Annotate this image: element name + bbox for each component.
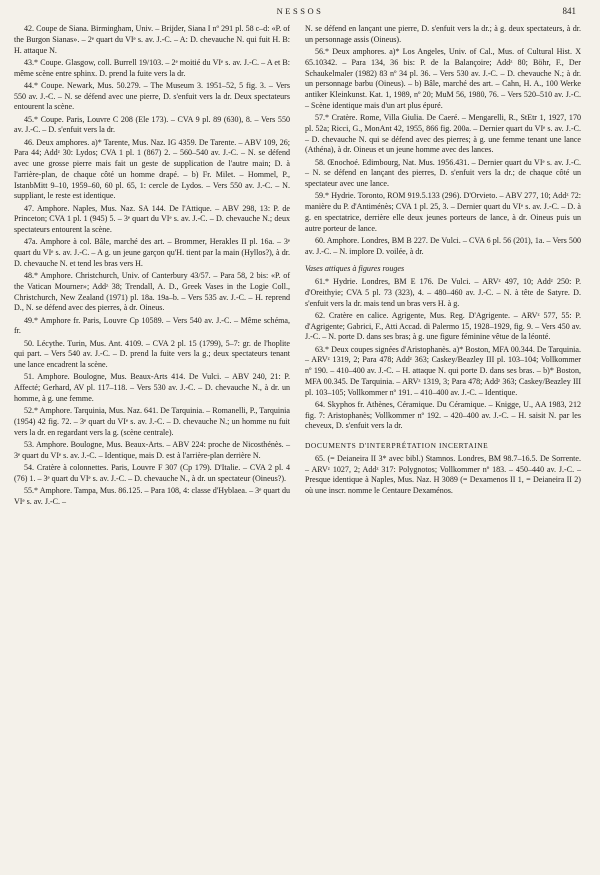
catalog-entry-56: 56.* Deux amphores. a)* Los Angeles, Univ. of Cal., Mus. of Cultural Hist. X 65.10342. – Para 134, 36 bis: P. de la Balançoire; Addᶻ 80; Böhr, F., Der Schaukelmaler (1982) 83 nº 34 pl. 36. – Vers 530 av. J.-C. – D. chevauche N.; à dr. un personnage barbu (Oineus). – b) Bâle, marché des art. – Cahn, H. A., 100 Werke antiker Kleinkunst. Kat. 1, 1989, nº 20; MuM 56, 1980, 76. – Vers 520–510 av. J.-C. – Scène identique mais d'un art plus épuré.: [305, 47, 581, 110]
catalog-entry-51: 51. Amphore. Boulogne, Mus. Beaux-Arts 414. De Vulci. – ABV 240, 21: P. Affecté; Gerhard, AV pl. 117–118. – Vers 530 av. J.-C. – D. chevauche N., à dr. un homme, à g. une femme.: [14, 372, 290, 403]
catalog-entry-44: 44.* Coupe. Newark, Mus. 50.279. – The Museum 3. 1951–52, 5 fig. 3. – Vers 550 av. J.-C. – N. se défend avec une pierre, D. s'enfuit vers la dr. Deux spectateurs entourent la scène.: [14, 80, 290, 112]
catalog-entry-46: 46. Deux amphores. a)* Tarente, Mus. Naz. IG 4359. De Tarente. – ABV 109, 26; Para 44; Addᶻ 30: Lydos; CVA 1 pl. 1 (867) 2. – 560–540 av. J.-C. – N. se défend avec une grosse pierre mais fait un geste de supplication de l'autre main; D. à l'arrière-plan, de chaque côté un homme drapé. – b) Fr. Milet. – Hommel, P., IstanbMitt 9–10, 1959–60, 60 pl. 65, 1: cercle de Lydos. – Vers 550 av. J.-C. – N. suppliant, le reste est identique.: [14, 137, 290, 201]
catalog-entry-54: 54. Cratère à colonnettes. Paris, Louvre F 307 (Cp 179). D'Italie. – CVA 2 pl. 4 (76) 1. – 3ᵉ quart du VIᵉ s. av. J.-C. – D. chevauche N., à dr. un spectateur (Oineus?).: [14, 462, 290, 483]
catalog-entry-55: 55.* Amphore. Tampa, Mus. 86.125. – Para 108, 4: classe d'Hyblaea. – 3ᵉ quart du VIᵉ s. av. J.-C. –: [14, 485, 290, 506]
running-head: NESSOS: [276, 6, 324, 16]
section-heading-red-figure: Vases attiques à figures rouges: [305, 264, 405, 274]
catalog-entry-49: 49.* Amphore fr. Paris, Louvre Cp 10589. – Vers 540 av. J.-C. – Même schéma, fr.: [14, 315, 290, 336]
catalog-entry-45: 45.* Coupe. Paris, Louvre C 208 (Ele 173). – CVA 9 pl. 89 (630), 8. – Vers 550 av. J.-C. – D. s'enfuit vers la dr.: [14, 114, 290, 135]
catalog-entry-63: 63.* Deux coupes signées d'Aristophanès. a)* Boston, MFA 00.344. De Tarquinia. – ARVᶻ 1319, 2; Para 478; Addᶻ 363; Caskey/Beazley III pl. 103–104; Vollkommer nº 190. – 410–400 av. J.-C. – H. attaque N. qui porte D. dans ses bras. – b)* Boston, MFA 00.345. De Tarquinia. – ARVᶻ 1319, 3; Para 478; Addᶻ 363; Caskey/Beazley III pl. 103–105; Vollkommer nº 191. – 410–400 av. J.-C. – Identique.: [305, 344, 581, 397]
catalog-entry-62: 62. Cratère en calice. Agrigente, Mus. Reg. D'Agrigente. – ARVᶻ 577, 55: P. d'Agrigente; Gabrici, F., Atti Accad. di Palermo 15, 1928–1929, fig. 9. – Vers 450 av. J.-C. – N. porte D. dans ses bras; à g. une figure féminine vêtue de la léonté.: [305, 310, 581, 342]
page-number: 841: [562, 6, 576, 16]
catalog-entry-55-continued: N. se défend en lançant une pierre, D. s'enfuit vers la dr.; à g. deux spectateurs, à dr. un personnage assis (Oineus).: [305, 24, 581, 44]
catalog-entry-57: 57.* Cratère. Rome, Villa Giulia. De Caeré. – Mengarelli, R., StEtr 1, 1927, 170 pl. 52a; Ricci, G., MonAnt 42, 1955, 866 fig. 200a. – Dernier quart du VIᵉ s. av. J.-C. – D. chevauche N. qui se défend avec des pierres; à g. une femme tenant une lance (Athéna), à dr. Oineus et un jeune homme avec des lances.: [305, 113, 581, 155]
catalog-entry-65: 65. (= Deianeira II 3* avec bibl.) Stamnos. Londres, BM 98.7–16.5. De Sorrente. – ARVᶻ 1027, 2; Addᶻ 317: Polygnotos; Vollkommer nº 183. – 450–440 av. J.-C. – Presque identique à Naples, Mus. Naz. H 3089 (= Dexamenos II 1, = Deianeira II 2) où une inscr. nomme le Centaure Dexaménos.: [305, 453, 581, 495]
left-column: [14, 24, 290, 509]
catalog-entry-43: 43.* Coupe. Glasgow, coll. Burrell 19/103. – 2ᵉ moitié du VIᵉ s. av. J.-C. – A et B: même scène entre sphinx. D. prend la fuite vers la dr.: [14, 57, 290, 78]
catalog-entry-64: 64. Skyphos fr. Athènes, Céramique. Du Céramique. – Knigge, U., AA 1983, 212 fig. 7: Aristophanès; Vollkommer nº 192. – 420–400 av. J.-C. – H. saisit N. par les cheveux, D. s'enfuit vers la dr.: [305, 399, 581, 431]
catalog-entry-50: 50. Lécythe. Turin, Mus. Ant. 4109. – CVA 2 pl. 15 (1799), 5–7: gr. de l'hoplite qui part. – Vers 540 av. J.-C. – D. prend la fuite vers la g.; deux spectateurs tenant une lance encadrent la scène.: [14, 338, 290, 369]
catalog-entry-47: 47. Amphore. Naples, Mus. Naz. SA 144. De l'Attique. – ABV 298, 13: P. de Princeton; CVA 1 pl. 1 (945) 5. – 3ᵉ quart du VIᵉ s. av. J.-C. – D. chevauche N.; deux spectateurs entourent la scène.: [14, 203, 290, 234]
page-header: [0, 6, 600, 20]
catalog-entry-52: 52.* Amphore. Tarquinia, Mus. Naz. 641. De Tarquinia. – Romanelli, P., Tarquinia (1954) 42 fig. 72. – 3ᵉ quart du VIᵉ s. av. J.-C. – D. chevauche N.; un homme nu fuit vers la dr. en regardant vers la g. (scène centrale).: [14, 406, 290, 437]
catalog-entry-48: 48.* Amphore. Christchurch, Univ. of Canterbury 43/57. – Para 58, 2 bis: «P. of the Vatican Mourner»; Addᶻ 38; Trendall, A. D., Greek Vases in the Logie Coll., Christchurch, New Zealand (1971) pl. 18a. 19a–b. – Vers 535 av. J.-C. – H. reprend D., N. se défend avec des pierres, à dr. Oineus.: [14, 271, 290, 313]
right-column: [305, 24, 581, 498]
catalog-entry-47a: 47a. Amphore à col. Bâle, marché des art. – Brommer, Herakles II pl. 16a. – 3ᵉ quart du VIᵉ s. av. J.-C. – A g. un jeune garçon qu'H. tient par la main (Hyllos?), à dr. D. chevauche N. et tend les bras vers H.: [14, 237, 290, 268]
catalog-entry-42: 42. Coupe de Siana. Birmingham, Univ. – Brijder, Siana I nº 291 pl. 58 c–d: «P. of the Burgon Sianas». – 2ᵉ quart du VIᵉ s. av. J.-C. – A: D. chevauche N. qui fuit H. B: H. attaque N.: [14, 24, 290, 55]
section-heading-uncertain: DOCUMENTS D'INTERPRÉTATION INCERTAINE: [305, 441, 489, 450]
catalog-entry-58: 58. Œnochoé. Edimbourg, Nat. Mus. 1956.431. – Dernier quart du VIᵉ s. av. J.-C. – N. se défend en lançant des pierres, D. s'enfuit vers la dr.; de chaque côté un spectateur avec une lance.: [305, 157, 581, 188]
catalog-entry-60: 60. Amphore. Londres, BM B 227. De Vulci. – CVA 6 pl. 56 (201), 1a. – Vers 500 av. J.-C. – N. implore D. voilée, à dr.: [305, 235, 581, 256]
catalog-entry-61: 61.* Hydrie. Londres, BM E 176. De Vulci. – ARVᶻ 497, 10; Addᶻ 250: P. d'Oreithyie; CVA 5 pl. 73 (323), 4. – 480–460 av. J.-C. – N. à tête de Satyre. D. s'enfuit vers la dr. mais tend un bras vers H. à g.: [305, 277, 581, 308]
catalog-entry-53: 53. Amphore. Boulogne, Mus. Beaux-Arts. – ABV 224: proche de Nicosthénès. – 3ᵉ quart du VIᵉ s. av. J.-C. – Identique, mais D. est à l'arrière-plan derrière N.: [14, 439, 290, 460]
catalog-entry-59: 59.* Hydrie. Toronto, ROM 919.5.133 (296). D'Orvieto. – ABV 277, 10; Addᶻ 72: manière du P. d'Antiménès; CVA 1 pl. 25, 3. – Dernier quart du VIᵉ s. av. J.-C. – D. à g. en spectatrice, derrière elle deux jeunes porteurs de lance, à dr. Oineus puis un autre porteur de lance.: [305, 191, 581, 233]
